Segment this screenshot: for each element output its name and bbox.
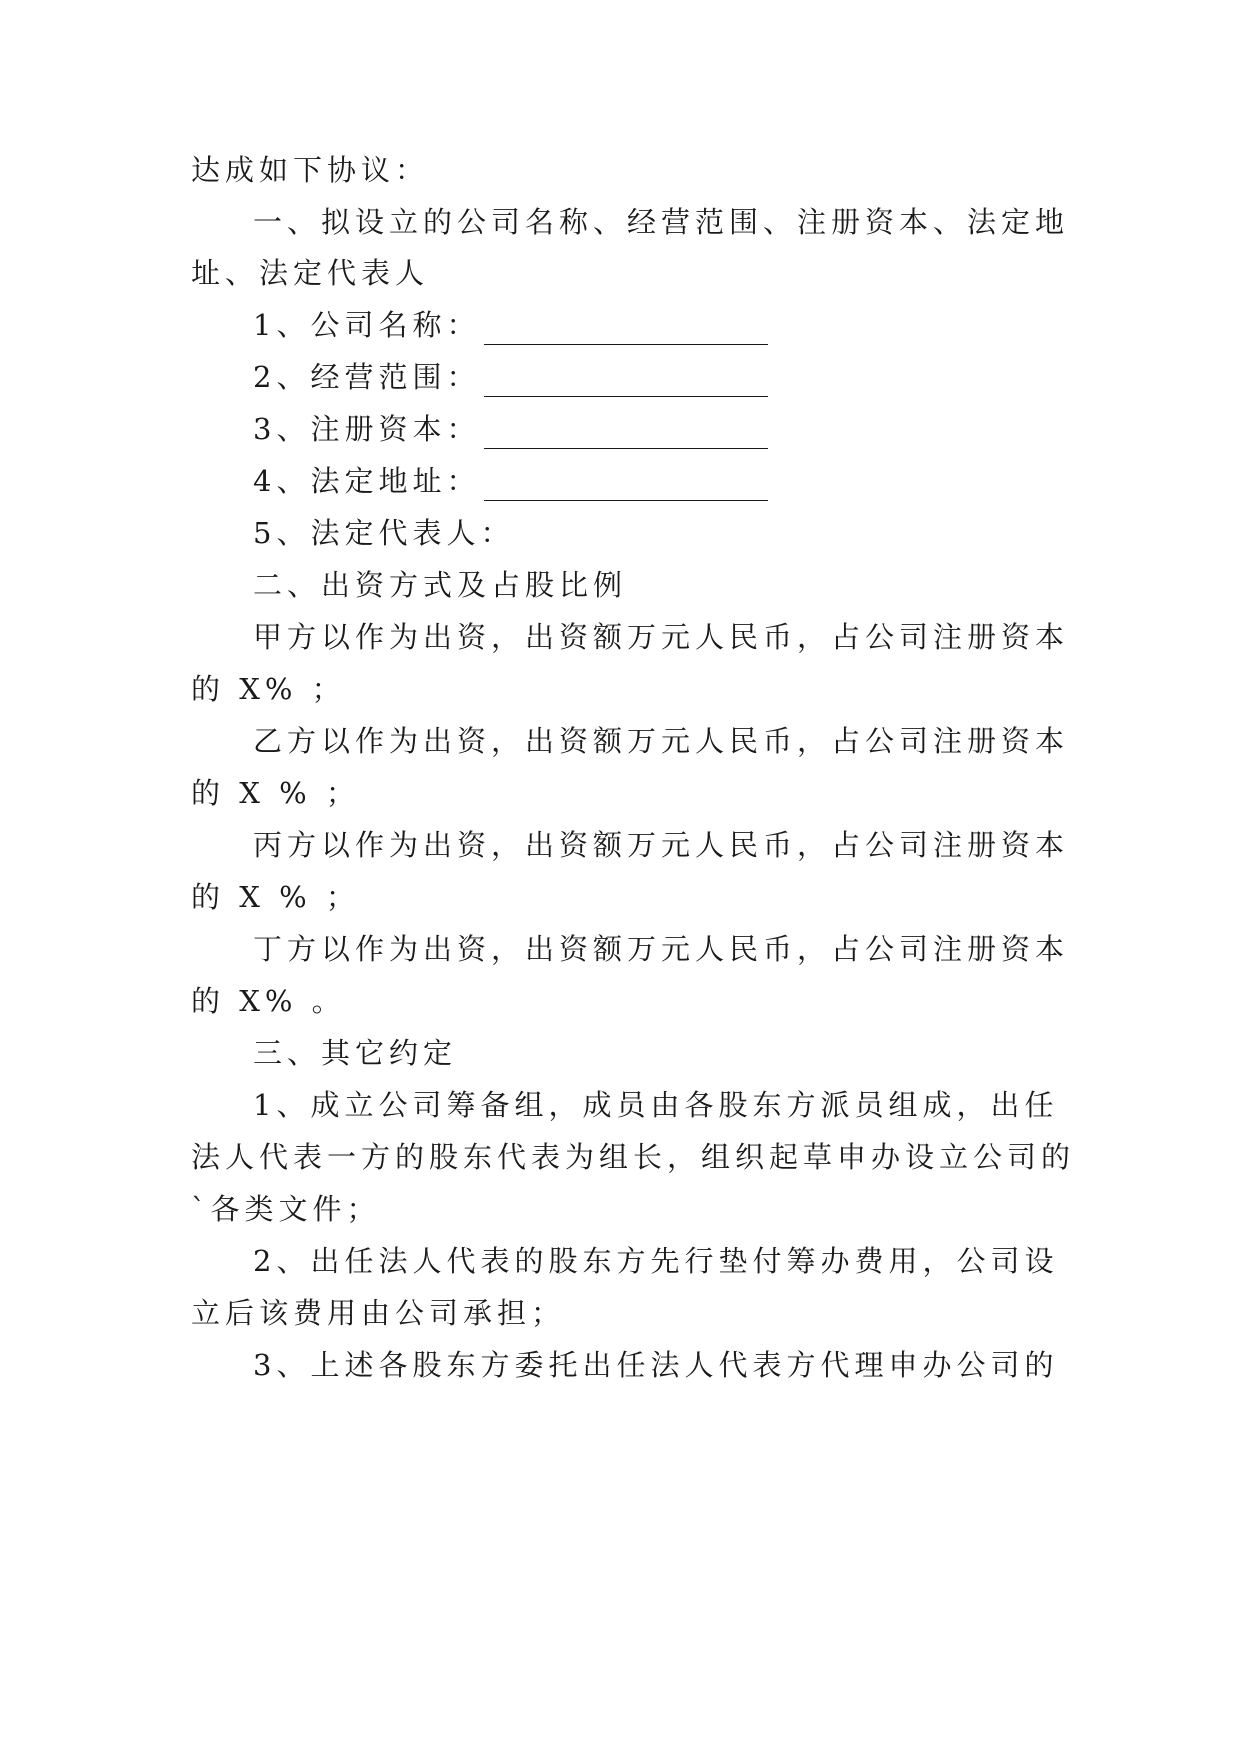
section3-p1-line3: `各类文件； bbox=[191, 1192, 381, 1226]
field-legal-address bbox=[253, 461, 1113, 501]
section3-p2-line1: 2、出任法人代表的股东方先行垫付筹办费用，公司设 bbox=[253, 1244, 1059, 1278]
section3-p2-line2: 立后该费用由公司承担； bbox=[191, 1296, 566, 1330]
intro-text: 达成如下协议： bbox=[191, 153, 430, 187]
party-b-line1: 乙方以作为出资，出资额万元人民币，占公司注册资本 bbox=[253, 724, 1070, 758]
field-legal-representative bbox=[253, 513, 1113, 553]
field-registered-capital bbox=[253, 409, 1113, 449]
section2-heading: 二、出资方式及占股比例 bbox=[253, 568, 628, 602]
field-label: 5、法定代表人： bbox=[253, 516, 515, 550]
section3-p1-line2: 法人代表一方的股东代表为组长，组织起草申办设立公司的 bbox=[191, 1140, 1076, 1174]
blank-line bbox=[484, 366, 768, 397]
field-business-scope bbox=[253, 357, 1113, 397]
field-label: 1、公司名称： bbox=[253, 308, 481, 342]
party-c-line2: 的 X % ； bbox=[191, 880, 360, 914]
field-company-name bbox=[253, 305, 1113, 345]
section1-heading-line2: 址、法定代表人 bbox=[191, 256, 430, 290]
section1-heading-line1: 一、拟设立的公司名称、经营范围、注册资本、法定地 bbox=[253, 205, 1070, 239]
party-d-line2: 的 X% 。 bbox=[191, 984, 346, 1018]
blank-line bbox=[484, 470, 768, 501]
field-label: 2、经营范围： bbox=[253, 360, 481, 394]
blank-line bbox=[484, 314, 768, 345]
party-c-line1: 丙方以作为出资，出资额万元人民币，占公司注册资本 bbox=[253, 828, 1070, 862]
party-a-line2: 的 X% ； bbox=[191, 672, 346, 706]
field-label: 4、法定地址： bbox=[253, 464, 481, 498]
party-a-line1: 甲方以作为出资，出资额万元人民币，占公司注册资本 bbox=[253, 620, 1070, 654]
section3-p1-line1: 1、成立公司筹备组，成员由各股东方派员组成，出任 bbox=[253, 1088, 1059, 1122]
section3-p3-line1: 3、上述各股东方委托出任法人代表方代理申办公司的 bbox=[253, 1348, 1059, 1382]
party-d-line1: 丁方以作为出资，出资额万元人民币，占公司注册资本 bbox=[253, 932, 1070, 966]
section3-heading: 三、其它约定 bbox=[253, 1036, 458, 1070]
party-b-line2: 的 X % ； bbox=[191, 776, 360, 810]
blank-line bbox=[484, 418, 768, 449]
field-label: 3、注册资本： bbox=[253, 412, 481, 446]
